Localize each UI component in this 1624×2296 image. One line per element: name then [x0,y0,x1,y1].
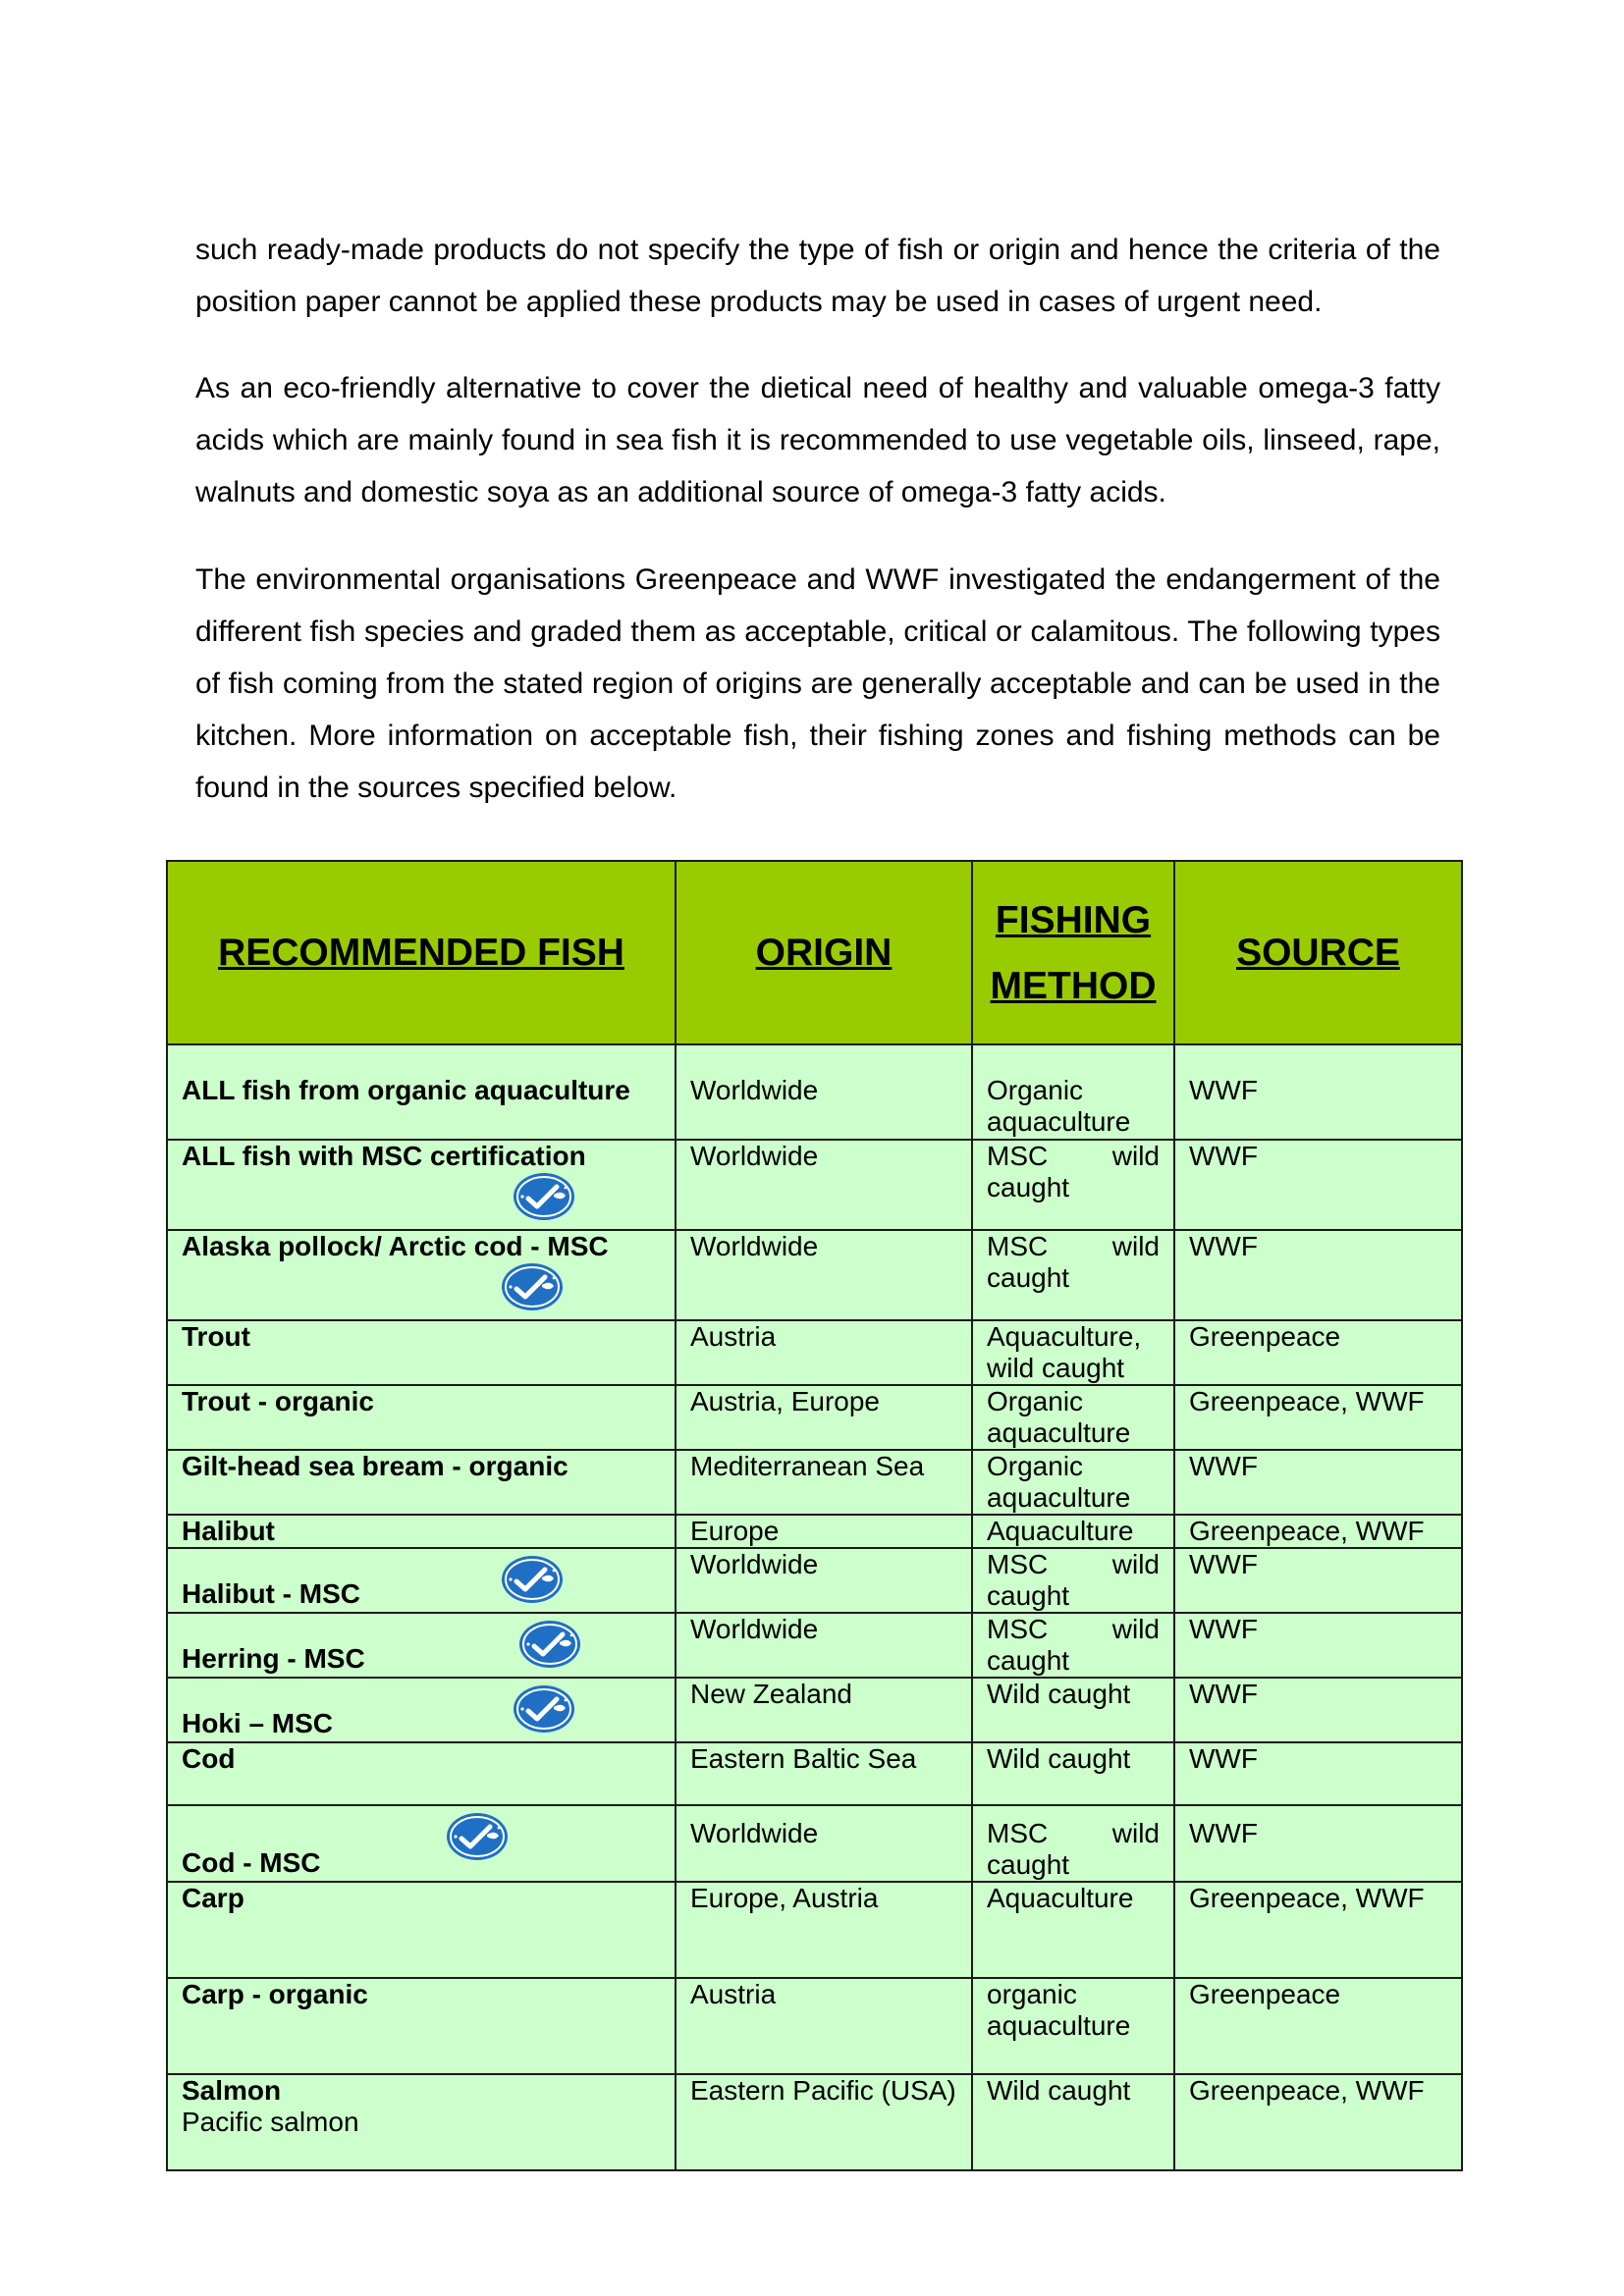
fish-source: WWF [1174,1548,1462,1613]
fish-name: Gilt-head sea bream - organic [167,1450,676,1515]
fish-method: Wild caught [972,2074,1174,2170]
fish-method-line2: aquaculture [987,1417,1131,1448]
fish-source: WWF [1174,1230,1462,1320]
fish-source: Greenpeace, WWF [1174,2074,1462,2170]
fish-name: Trout [167,1320,676,1385]
fish-origin: Worldwide [676,1140,972,1230]
table-row [167,1882,1462,1978]
fish-method-line2: caught [987,1849,1070,1880]
fish-name: Carp [167,1882,676,1978]
fish-origin: Mediterranean Sea [676,1450,972,1515]
fish-method: Wild caught [972,1742,1174,1805]
header-source: SOURCE [1174,861,1462,1044]
fish-method [972,1805,1174,1882]
fish-origin: New Zealand [676,1678,972,1742]
table-row [167,1044,1462,1140]
fish-method-line1: Organic [987,1075,1084,1105]
msc-certification-logo [444,1810,511,1863]
fish-origin: Worldwide [676,1044,972,1140]
fish-source: WWF [1174,1450,1462,1515]
fish-source: WWF [1174,1678,1462,1742]
fish-name [167,1548,676,1613]
table-row [167,2074,1462,2170]
fish-method-line1: organic [987,1979,1077,2009]
table-row [167,1548,1462,1613]
table-row [167,1613,1462,1678]
fish-origin: Worldwide [676,1613,972,1678]
fish-method-line1: Aquaculture, [987,1321,1142,1352]
table-row [167,1515,1462,1548]
fish-source: Greenpeace [1174,1320,1462,1385]
fish-method-line2: caught [987,1645,1070,1676]
fish-origin: Austria [676,1978,972,2074]
fish-name: Cod [167,1742,676,1805]
msc-certification-logo [516,1618,583,1671]
fish-method-line2: aquaculture [987,1482,1131,1513]
fish-name [167,2074,676,2170]
fish-name-text: ALL fish with MSC certification [182,1141,586,1171]
table-row [167,1230,1462,1320]
fish-method-line1: MSC wild [987,1614,1160,1644]
fish-name-text: Alaska pollock/ Arctic cod - MSC [182,1231,609,1261]
fish-origin: Europe, Austria [676,1882,972,1978]
fish-source: WWF [1174,1742,1462,1805]
fish-origin: Eastern Pacific (USA) [676,2074,972,2170]
fish-method [972,1385,1174,1450]
header-fishing-method-line1: FISHING [995,898,1152,941]
fish-origin: Worldwide [676,1230,972,1320]
fish-method-line1: MSC wild [987,1141,1160,1171]
header-fishing-method-line2: METHOD [990,964,1157,1007]
fish-source: WWF [1174,1140,1462,1230]
table-row [167,1320,1462,1385]
fish-source: WWF [1174,1044,1462,1140]
fish-name-text: Salmon [182,2075,282,2106]
fish-method-line1: MSC wild [987,1549,1160,1579]
fish-name: ALL fish from organic aquaculture [167,1044,676,1140]
fish-method: Aquaculture [972,1515,1174,1548]
fish-source: Greenpeace, WWF [1174,1882,1462,1978]
fish-name-text: Hoki – MSC [182,1708,334,1738]
fish-method: Aquaculture [972,1882,1174,1978]
paragraph-intro: such ready-made products do not specify the type of fish or origin and hence the criteria of the position paper cannot be applied these products may be used in cases of urgent need. [195,234,1440,318]
fish-origin: Austria [676,1320,972,1385]
table-header-row [167,861,1462,1044]
fish-origin: Worldwide [676,1805,972,1882]
fish-name [167,1613,676,1678]
fish-method-line2: wild caught [987,1353,1125,1383]
paragraph-organisations: The environmental organisations Greenpeace and WWF investigated the endangerment of the different fish species and graded them as acceptable, critical or calamitous. The following types of fish coming from the stated region of origins are generally acceptable and can be used in the kitchen. More information on acceptable fish, their fishing zones and fishing methods can be found in the sources specified below. [195,563,1440,804]
fish-name [167,1805,676,1882]
fish-method-line1: Organic [987,1451,1084,1481]
fish-method-line2: caught [987,1580,1070,1611]
fish-name: Halibut [167,1515,676,1548]
fish-name-text: Halibut - MSC [182,1578,360,1609]
table-row [167,1805,1462,1882]
fish-origin: Eastern Baltic Sea [676,1742,972,1805]
table-row [167,1140,1462,1230]
fish-method [972,1978,1174,2074]
fish-origin: Europe [676,1515,972,1548]
fish-origin: Austria, Europe [676,1385,972,1450]
table-row [167,1450,1462,1515]
fish-method-line2: caught [987,1262,1070,1293]
table-row [167,1978,1462,2074]
fish-origin: Worldwide [676,1548,972,1613]
fish-source: Greenpeace, WWF [1174,1515,1462,1548]
fish-method [972,1320,1174,1385]
fish-method-line2: aquaculture [987,2010,1131,2041]
fish-method: Wild caught [972,1678,1174,1742]
fish-name-text: Cod - MSC [182,1847,321,1878]
fish-name: Carp - organic [167,1978,676,2074]
header-origin: ORIGIN [676,861,972,1044]
paragraph-omega3: As an eco-friendly alternative to cover the dietical need of healthy and valuable omega-3 fatty acids which are mainly found in sea fish it is recommended to use vegetable oils, linseed, rape, walnuts and domestic soya as an additional source of omega-3 fatty acids. [195,372,1440,508]
fish-source: Greenpeace [1174,1978,1462,2074]
fish-name-text: Herring - MSC [182,1643,365,1674]
fish-name [167,1678,676,1742]
fish-source: Greenpeace, WWF [1174,1385,1462,1450]
fish-method [972,1613,1174,1678]
fish-method-line2: aquaculture [987,1106,1131,1137]
fish-method [972,1230,1174,1320]
msc-certification-logo [499,1260,566,1313]
fish-method-line2: caught [987,1172,1070,1202]
header-recommended-fish: RECOMMENDED FISH [167,861,676,1044]
fish-method [972,1548,1174,1613]
msc-certification-logo [511,1170,577,1223]
msc-certification-logo [499,1553,566,1606]
fish-method-line1: MSC wild [987,1231,1160,1261]
table-row [167,1678,1462,1742]
fish-name-subtitle: Pacific salmon [182,2107,359,2137]
fish-method [972,1140,1174,1230]
header-fishing-method [972,861,1174,1044]
fish-method-line1: MSC wild [987,1818,1160,1848]
fish-method-line1: Organic [987,1386,1084,1416]
fish-source: WWF [1174,1613,1462,1678]
msc-certification-logo [511,1682,577,1735]
fish-name [167,1230,676,1320]
fish-name: Trout - organic [167,1385,676,1450]
table-row [167,1385,1462,1450]
fish-method [972,1044,1174,1140]
fish-source: WWF [1174,1805,1462,1882]
fish-name [167,1140,676,1230]
fish-method [972,1450,1174,1515]
table-row [167,1742,1462,1805]
recommended-fish-table [166,860,1463,2171]
